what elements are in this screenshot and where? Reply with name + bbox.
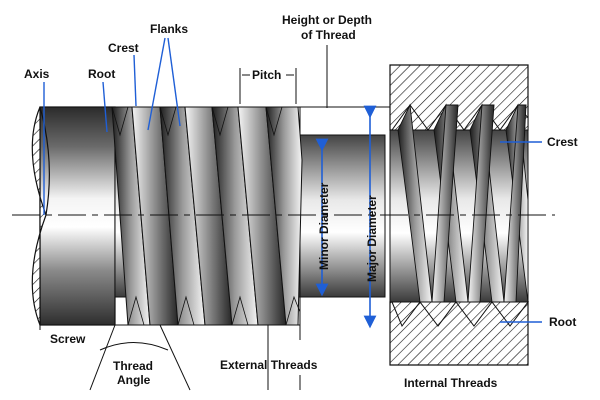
label-internal-threads: Internal Threads <box>404 376 498 390</box>
label-height-line2: of Thread <box>301 28 356 42</box>
label-pitch: Pitch <box>252 68 282 82</box>
label-axis: Axis <box>24 67 50 81</box>
label-screw: Screw <box>50 332 86 346</box>
label-flanks: Flanks <box>150 22 189 36</box>
label-height-line1: Height or Depth <box>282 13 372 27</box>
label-crest-top: Crest <box>108 41 139 55</box>
external-thread-crests <box>112 107 302 325</box>
label-root-right: Root <box>549 315 577 329</box>
label-root-top: Root <box>88 67 116 81</box>
label-thread-angle-2: Angle <box>117 373 151 387</box>
label-major-diameter: Major Diameter <box>365 195 379 282</box>
label-minor-diameter: Minor Diameter <box>317 182 331 270</box>
label-thread-angle-1: Thread <box>113 359 154 373</box>
label-crest-right: Crest <box>547 135 578 149</box>
label-external-threads: External Threads <box>220 358 318 372</box>
